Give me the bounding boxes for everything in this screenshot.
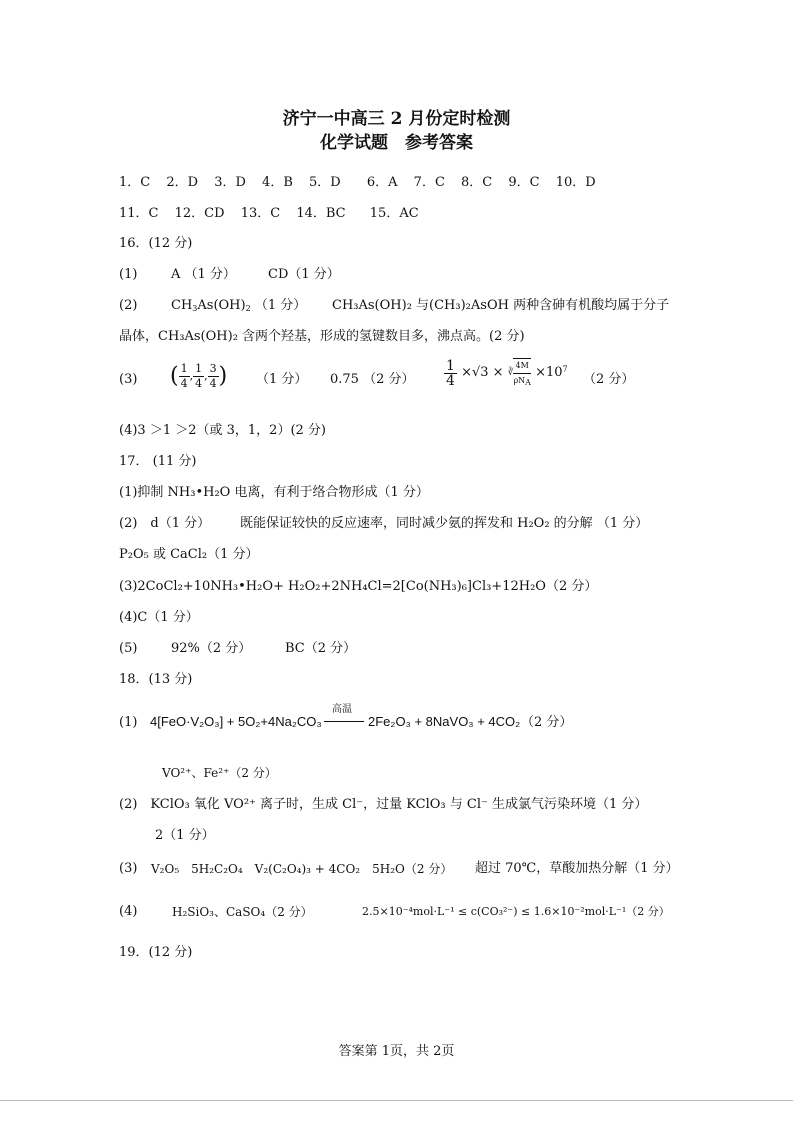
q18-p1-ions: VO²⁺、Fe²⁺（2 分）	[162, 766, 277, 780]
q17-p5-b: BC（2 分）	[285, 641, 357, 656]
q18-p1-score: （2 分）	[521, 715, 573, 730]
q16-p2-text2: 晶体，CH₃As(OH)₂ 含两个羟基，形成的氢键数目多，沸点高。(2 分)	[119, 329, 525, 344]
page-footer: 答案第 1页，共 2页	[338, 1044, 455, 1059]
q18-p1-eq-left: 4[FeO·V₂O₃] + 5O₂+4Na₂CO₃	[150, 714, 322, 729]
answer-item: 3．D	[214, 175, 246, 190]
answer-item: 6．A	[366, 175, 398, 190]
q17-p4: (4)C（1 分）	[119, 610, 199, 625]
q16-p3-value: 0.75 （2 分）	[330, 372, 415, 387]
q17-p5-label: (5)	[119, 641, 138, 656]
q16-p3-score2: （2 分）	[583, 372, 635, 387]
answer-item: 1．C	[119, 175, 151, 190]
answer-item: 7．C	[413, 175, 445, 190]
answer-item: 5．D	[309, 175, 341, 190]
q18-p4-label: (4)	[119, 904, 138, 919]
q16-p2-label: (2)	[119, 298, 138, 313]
q17-p2-b: 既能保证较快的反应速率，同时减少氨的挥发和 H₂O₂ 的分解 （1 分）	[240, 516, 649, 531]
q16-p2-text1: CH₃As(OH)₂ 与(CH₃)₂AsOH 两种含砷有机酸均属于分子	[332, 298, 670, 313]
q18-p3-b: 超过 70℃，草酸加热分解（1 分）	[475, 861, 679, 876]
q18-p1-label: (1)	[119, 715, 138, 730]
q16-p4: (4)3 ＞1 ＞2（或 3，1，2）(2 分)	[119, 423, 326, 438]
q18-p2-b: 2（1 分）	[155, 828, 215, 843]
q18-p4-a: H₂SiO₃、CaSO₄（2 分）	[172, 905, 313, 919]
answer-item: 11．C	[119, 206, 159, 221]
q16-p3-formula: $\frac{1}{4}$ ×√3 × ∛ $\frac{4M}{\rho N_A}$ $\times 10^7$	[446, 357, 568, 389]
q18-p4-b: 2.5×10⁻⁴mol·L⁻¹ ≤ c(CO₃²⁻) ≤ 1.6×10⁻²mol·L⁻¹（2 分）	[362, 905, 670, 918]
answer-item: 12．CD	[174, 206, 225, 221]
q17-heading: 17． (11 分)	[119, 454, 197, 469]
q16-p1-label: (1)	[119, 267, 138, 282]
q18-p1-reaction-line	[324, 721, 364, 722]
q17-p3: (3)2CoCl₂+10NH₃•H₂O+ H₂O₂+2NH₄Cl=2[Co(NH₃)₆]Cl₃+12H₂O（2 分）	[119, 579, 598, 594]
answers-row-1	[119, 174, 608, 192]
q17-p1: (1)抑制 NH₃•H₂O 电离，有利于络合物形成（1 分）	[119, 485, 429, 500]
answer-item: 8．C	[461, 175, 493, 190]
q18-p2-a: (2) KClO₃ 氧化 VO²⁺ 离子时，生成 Cl⁻，过量 KClO₃ 与 Cl⁻ 生成氯气污染环境（1 分）	[119, 797, 648, 812]
q18-p3-a: V₂O₅ 5H₂C₂O₄ V₂(C₂O₄)₃ + 4CO₂ 5H₂O（2 分）	[151, 862, 453, 876]
title-line-1: 济宁一中高三 2 月份定时检测	[282, 109, 511, 129]
q17-p2-c: P₂O₅ 或 CaCl₂（1 分）	[119, 547, 259, 562]
q16-heading: 16．(12 分)	[119, 236, 193, 251]
q19-heading: 19．(12 分)	[119, 945, 193, 960]
answer-item: 2．D	[166, 175, 199, 190]
q18-heading: 18．(13 分)	[119, 672, 193, 687]
q17-p5-a: 92%（2 分）	[171, 641, 252, 656]
answer-item: 13．C	[240, 206, 281, 221]
q16-p3-label: (3)	[119, 372, 138, 387]
q16-p2-a: $CH_3As(OH)_2$ （1 分）	[171, 298, 307, 313]
answer-item: 9．C	[508, 175, 540, 190]
answer-item: 10．D	[555, 175, 596, 190]
answers-row-2	[119, 205, 431, 223]
title-line-2: 化学试题 参考答案	[320, 133, 473, 153]
q16-p1-b: CD（1 分）	[268, 267, 340, 282]
q16-p1-a: A （1 分）	[171, 267, 236, 282]
answer-item: 15．AC	[369, 206, 419, 221]
q17-p2-a: (2) d（1 分）	[119, 516, 211, 531]
bottom-divider	[0, 1100, 793, 1101]
q18-p1-condition: 高温	[332, 704, 352, 715]
q16-p3-score1: （1 分）	[256, 372, 308, 387]
q16-p3-coordinate: ( $\frac{1}{4}$ , $\frac{1}{4}$ , $\frac{3}{4}$ )	[170, 362, 228, 390]
answer-item: 4．B	[262, 175, 293, 190]
q18-p3-label: (3)	[119, 861, 138, 876]
answer-item: 14．BC	[296, 206, 346, 221]
q18-p1-eq-right: 2Fe₂O₃ + 8NaVO₃ + 4CO₂	[368, 714, 521, 729]
